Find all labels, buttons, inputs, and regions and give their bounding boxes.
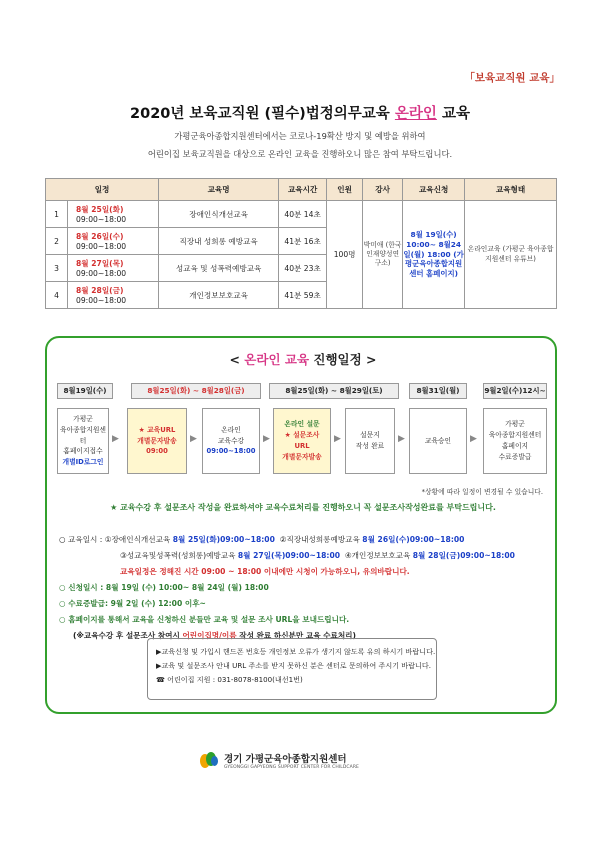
header-date: 일정 — [46, 179, 159, 201]
step-box-certificate: 가평군 육아종합지원센터 홈페이지 수료증발급 — [483, 408, 547, 474]
arrow-icon: ▶ — [470, 434, 477, 444]
footer — [200, 748, 400, 772]
schedule-change-note: *상황에 따라 일정이 변경될 수 있습니다. — [421, 488, 543, 496]
table-header-row — [46, 179, 557, 201]
center-logo-icon — [200, 750, 220, 770]
step-date-course: 8월25일(화) ~ 8월28일(금) — [131, 383, 261, 399]
arrow-icon: ▶ — [112, 434, 119, 444]
row-course: 직장내 성희롱 예방교육 — [159, 228, 279, 255]
row-date: 8월 25일(화) 09:00~18:00 — [68, 201, 159, 228]
schedule-table — [45, 178, 557, 309]
format-cell: 온라인교육 (가평군 육아종합지원센터 유튜브) — [465, 201, 557, 309]
schedule-line-1: ○ 교육일시 : ①장애인식개선교육 8월 25일(화)09:00~18:00 ②직장내성희롱예방교육 8월 26일(수)09:00~18:00 — [59, 535, 465, 544]
row-duration: 41분 59초 — [279, 282, 327, 309]
arrow-icon: ▶ — [334, 434, 341, 444]
header-duration: 교육시간 — [279, 179, 327, 201]
row-duration: 40분 23초 — [279, 255, 327, 282]
footer-name: 경기 가평군육아종합지원센터 — [224, 753, 347, 765]
header-apply: 교육신청 — [403, 179, 465, 201]
process-title: < 온라인 교육 진행일정 > — [229, 352, 377, 367]
step-box-apply: 가평군 육아종합지원센터 홈페이지접수 개별ID로그인 — [57, 408, 109, 474]
time-warning: 교육일정은 정해진 시간 09:00 ~ 18:00 이내에만 시청이 가능하오니, 유의바랍니다. — [120, 567, 410, 576]
step-box-approval: 교육승인 — [409, 408, 467, 474]
homepage-notice: ○ 홈페이지를 통해서 교육을 신청하신 분들만 교육 및 설문 조사 URL을 보내드립니다. — [59, 615, 350, 624]
row-course: 성교육 및 성폭력예방교육 — [159, 255, 279, 282]
row-course: 장애인식개선교육 — [159, 201, 279, 228]
footer-label — [224, 751, 359, 770]
notice-line-2: ▶교육 및 설문조사 안내 URL 주소를 받지 못하신 분은 센터로 문의하여 주시기 바랍니다. — [156, 660, 431, 670]
process-panel — [45, 336, 557, 714]
step-box-survey-url: 온라인 설문 ★ 설문조사 URL 개별문자발송 — [273, 408, 331, 474]
step-box-watch: 온라인 교육수강 09:00~18:00 — [202, 408, 260, 474]
arrow-icon: ▶ — [398, 434, 405, 444]
capacity-cell: 100명 — [327, 201, 363, 309]
intro-line-2: 어린이집 보육교직원을 대상으로 온라인 교육을 진행하오니 많은 참여 부탁드립니다. — [147, 149, 453, 159]
notice-line-1: ▶교육신청 및 가입시 핸드폰 번호등 개인정보 오류가 생기지 않도록 유의 하시기 바랍니다. — [156, 647, 436, 656]
table-row — [46, 201, 557, 228]
notice-phone: ☎ 어린이집 지원 : 031-8078-8100(내선1번) — [156, 674, 303, 684]
row-duration: 41분 16초 — [279, 228, 327, 255]
header-course: 교육명 — [159, 179, 279, 201]
row-number: 4 — [46, 282, 68, 309]
certificate-date: ○ 수료증발급: 9월 2일 (수) 12:00 이후~ — [59, 599, 206, 608]
step-box-survey-done: 설문지 작성 완료 — [345, 408, 395, 474]
completion-notice: (※교육수강 후 설문조사 참여시 어린이집명/이름 작성 완료 하신분만 교육 수료처리) — [73, 631, 356, 640]
row-duration: 40분 14초 — [279, 201, 327, 228]
intro-line-1: 가평군육아종합지원센터에서는 코로나-19확산 방지 및 예방을 위하여 — [174, 131, 426, 141]
row-date: 8월 28일(금) 09:00~18:00 — [68, 282, 159, 309]
notice-box — [147, 638, 437, 700]
row-date: 8월 27일(목) 09:00~18:00 — [68, 255, 159, 282]
header-instructor: 강사 — [363, 179, 403, 201]
step-date-survey: 8월25일(화) ~ 8월29일(토) — [269, 383, 399, 399]
arrow-icon: ▶ — [190, 434, 197, 444]
step-box-url: ★ 교육URL 개별문자발송 09:00 — [127, 408, 187, 474]
step-date-certificate: 9월2일(수)12시~ — [483, 383, 547, 399]
row-number: 2 — [46, 228, 68, 255]
schedule-line-2: ③성교육및성폭력(성희롱)예방교육 8월 27일(목)09:00~18:00 ④개인정보보호교육 8월 28일(금)09:00~18:00 — [120, 551, 515, 560]
footer-english: GYEONGGI GAPYEONG SUPPORT CENTER FOR CHILDCARE — [224, 764, 359, 770]
row-number: 1 — [46, 201, 68, 228]
page-title: 2020년 보육교직원 (필수)법정의무교육 온라인 교육 — [130, 106, 470, 122]
section-tag: 「보육교직원 교육」 — [464, 72, 560, 84]
step-date-apply: 8월19일(수) — [57, 383, 113, 399]
arrow-icon: ▶ — [263, 434, 270, 444]
header-capacity: 인원 — [327, 179, 363, 201]
apply-period: ○ 신청일시 : 8월 19일 (수) 10:00~ 8월 24일 (월) 18:00 — [59, 583, 269, 592]
instructor-cell: 박미애 (한국인재양성연구소) — [363, 201, 403, 309]
survey-notice: ★ 교육수강 후 설문조사 작성을 완료하셔야 교육수료처리를 진행하오니 꼭 설문조사작성완료를 부탁드립니다. — [110, 503, 496, 512]
row-date: 8월 26일(수) 09:00~18:00 — [68, 228, 159, 255]
header-format: 교육형태 — [465, 179, 557, 201]
row-course: 개인정보보호교육 — [159, 282, 279, 309]
apply-cell: 8월 19일(수) 10:00~ 8월24일(월) 18:00 (가평군육아종합지원센터 홈페이지) — [403, 201, 465, 309]
row-number: 3 — [46, 255, 68, 282]
step-date-approval: 8월31일(월) — [409, 383, 467, 399]
